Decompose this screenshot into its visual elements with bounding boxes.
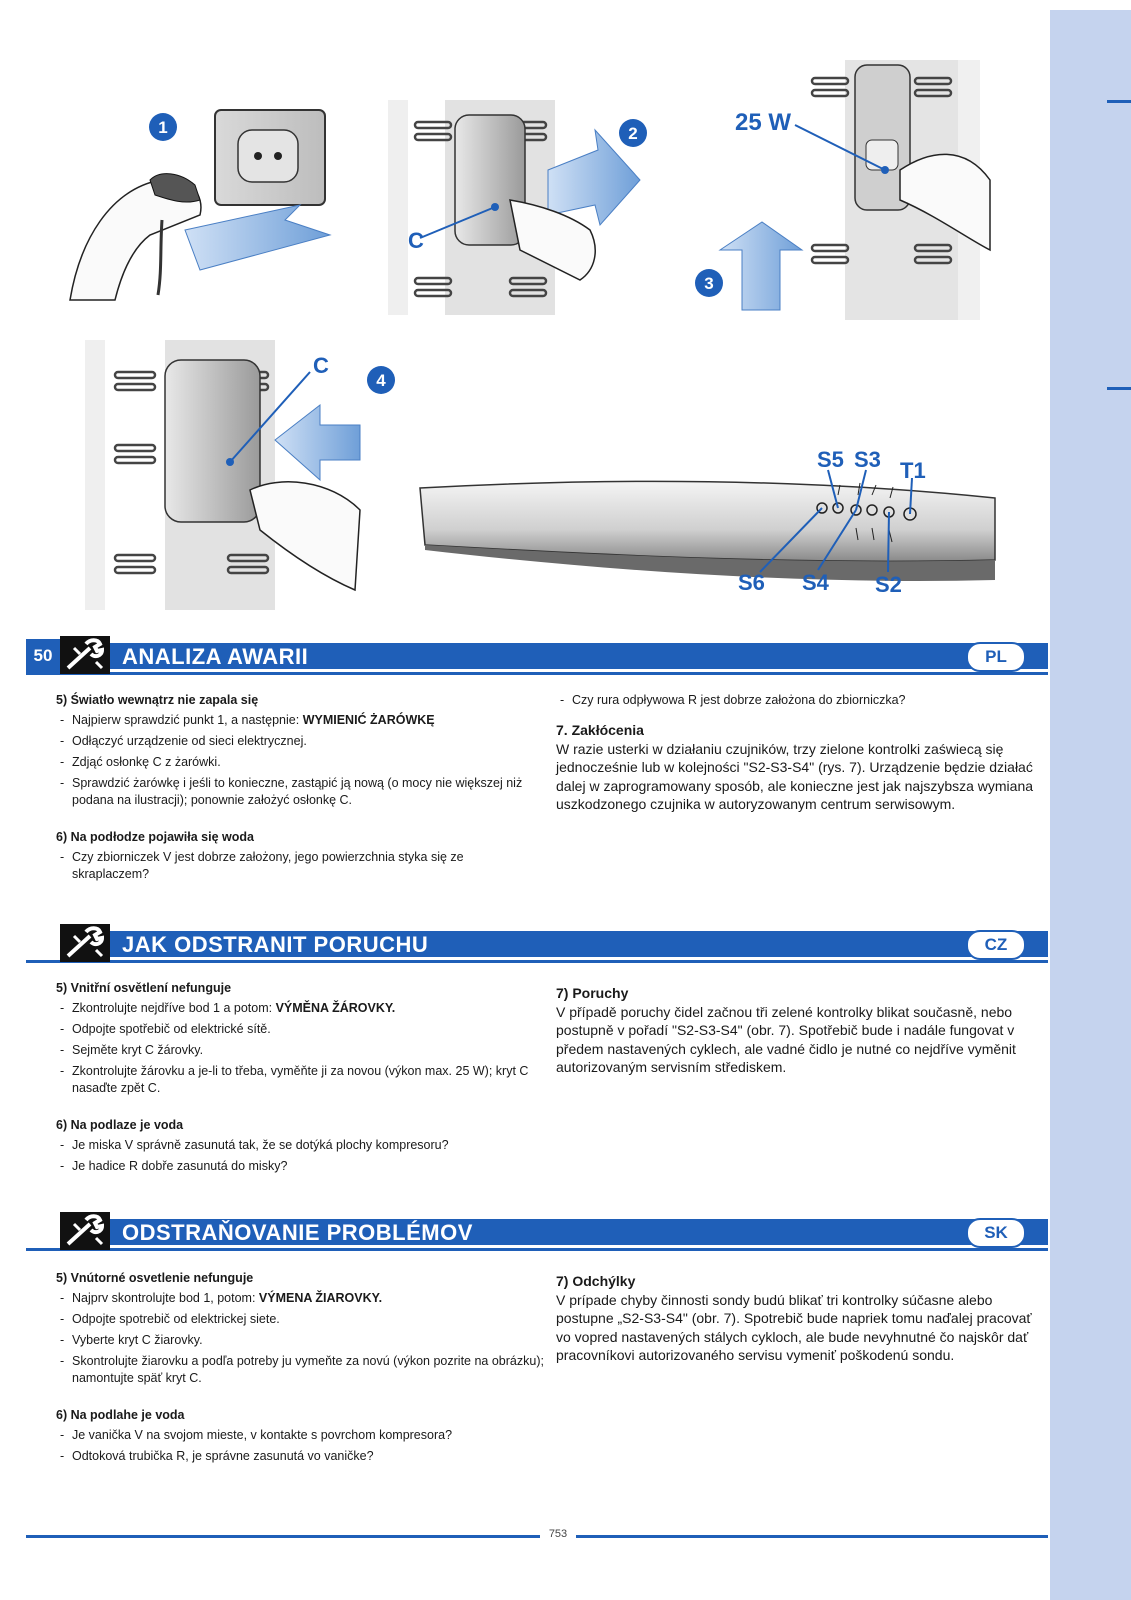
checklist [56,849,544,883]
step-number-3: 3 [704,274,714,293]
cz-right-column [556,978,1036,1077]
sensor-label-s5: S5 [817,447,844,472]
list-item: - Czy rura odpływowa R jest dobrze założona do zbiorniczka? [556,692,1036,709]
step-number-4: 4 [376,371,386,390]
checklist [56,1137,544,1175]
illustration-panel [0,0,1050,640]
list-item: - Skontrolujte žiarovku a podľa potreby ju vymeňte za novú (výkon pozrite na obrázku); namontujte späť kryt C. [56,1353,544,1387]
list-item: - Zkontrolujte nejdříve bod 1 a potom: VÝMĚNA ŽÁROVKY. [56,1000,544,1017]
list-item: - Sprawdzić żarówkę i jeśli to konieczne, zastąpić ją nową (o mocy nie większej niż podana na ilustracji); ponownie założyć osłonkę C. [56,775,544,809]
sensor-label-s4: S4 [802,570,829,595]
cz-left-column [56,980,544,1179]
list-item: - Odtoková trubička R, je správne zasunutá vo vaničke? [56,1448,544,1465]
sensor-label-s6: S6 [738,570,765,595]
section-title: JAK ODSTRANIT PORUCHU [122,932,429,957]
subheading: 5) Vnútorné osvetlenie nefunguje [56,1271,254,1285]
step-number-2: 2 [628,124,638,143]
list-item: - Je hadice R dobře zasunutá do misky? [56,1158,544,1175]
checklist [56,1000,544,1097]
list-item: - Czy zbiorniczek V jest dobrze założony, jego powierzchnia styka się ze skraplaczem? [56,849,544,883]
subheading: 7) Odchýlky [556,1273,636,1289]
sk-left-column [56,1270,544,1469]
sensor-label-s3: S3 [854,447,881,472]
subheading: 7. Zakłócenia [556,722,644,738]
side-strip [1050,10,1131,1600]
footer-page-number: 753 [540,1526,576,1542]
list-item: - Zdjąć osłonkę C z żarówki. [56,754,544,771]
wrench-icon [60,924,110,962]
step-1-unplug [70,110,330,300]
checklist [56,1427,544,1465]
control-panel-figure [420,470,995,581]
step-3-change-bulb [720,60,990,320]
paragraph: W razie usterki w działaniu czujników, trzy zielone kontrolki zaświecą się jednocześnie lub w kolejności "S2-S3-S4" (rys. 7). Urządzenie będzie działać dalej w zaprogramowany sposób, ale konieczne jest jak najszybsza wymiana uszkodzonego czujnika w autoryzowanym centrum serwisowym. [556,740,1034,812]
language-badge: SK [966,1218,1026,1248]
paragraph: V prípade chyby činnosti sondy budú blikať tri kontrolky súčasne alebo postupne „S2-S3-S4" (obr. 7). Spotrebič bude napriek tomu naďalej pracovať vo vopred nastavených stálych cykloch, ale bude nevyhnutné čo najskôr dať pracovníkovi autorizovaného servisu vymeniť poškodenú sondu. [556,1291,1032,1363]
section-title: ODSTRAŇOVANIE PROBLÉMOV [122,1220,473,1245]
pl-right-column [556,692,1036,814]
page-number-tab: 50 [26,639,60,673]
header-underline [26,1248,1048,1251]
checklist [556,692,1036,709]
header-underline [26,960,1048,963]
list-item: - Odpojte spotřebič od elektrické sítě. [56,1021,544,1038]
list-item: - Je vanička V na svojom mieste, v kontakte s povrchom kompresora? [56,1427,544,1444]
step-2-remove-cover [388,100,640,315]
list-item: - Odłączyć urządzenie od sieci elektrycznej. [56,733,544,750]
list-item: - Zkontrolujte žárovku a je-li to třeba, vyměňte ji za novou (výkon max. 25 W); kryt C nasaďte zpět C. [56,1063,544,1097]
step-4-replace-cover [85,340,360,610]
sk-right-column [556,1266,1036,1365]
pl-left-column [56,692,544,887]
sensor-label-t1: T1 [900,458,926,483]
wrench-icon [60,636,110,674]
section-title: ANALIZA AWARII [122,644,309,669]
section-header-sk [26,1212,1048,1252]
language-badge: PL [966,642,1026,672]
header-underline [26,672,1048,675]
list-item: - Odpojte spotrebič od elektrickej siete. [56,1311,544,1328]
cover-label-c: C [408,228,424,253]
list-item: - Najprv skontrolujte bod 1, potom: VÝMENA ŽIAROVKY. [56,1290,544,1307]
list-item: - Najpierw sprawdzić punkt 1, a następnie: WYMIENIĆ ŻARÓWKĘ [56,712,544,729]
list-item: - Sejměte kryt C žárovky. [56,1042,544,1059]
section-header-pl [26,636,1048,676]
sensor-label-s2: S2 [875,572,902,597]
bulb-power-label: 25 W [735,109,792,136]
cover-label-c: C [313,353,329,378]
list-item: - Je miska V správně zasunutá tak, že se dotýká plochy kompresoru? [56,1137,544,1154]
language-badge: CZ [966,930,1026,960]
subheading: 5) Vnitřní osvětlení nefunguje [56,981,232,995]
footer-rule [26,1535,1048,1538]
side-tick-mark [1107,387,1131,390]
subheading: 6) Na podłodze pojawiła się woda [56,830,254,844]
subheading: 5) Światło wewnątrz nie zapala się [56,693,259,707]
checklist [56,1290,544,1387]
side-tick-mark [1107,100,1131,103]
paragraph: V případě poruchy čidel začnou tři zelené kontrolky blikat současně, nebo postupně v pořadí "S2-S3-S4" (obr. 7). Spotřebič bude i nadále fungovat v předem nastavených cyklech, ale vadné čidlo je nutné co nejdříve vyměnit autorizovaným servisním střediskem. [556,1003,1016,1075]
wrench-icon [60,1212,110,1250]
checklist [56,712,544,809]
step-number-1: 1 [158,118,168,137]
subheading: 7) Poruchy [556,985,629,1001]
section-header-cz [26,924,1048,964]
list-item: - Vyberte kryt C žiarovky. [56,1332,544,1349]
subheading: 6) Na podlaze je voda [56,1118,184,1132]
subheading: 6) Na podlahe je voda [56,1408,185,1422]
